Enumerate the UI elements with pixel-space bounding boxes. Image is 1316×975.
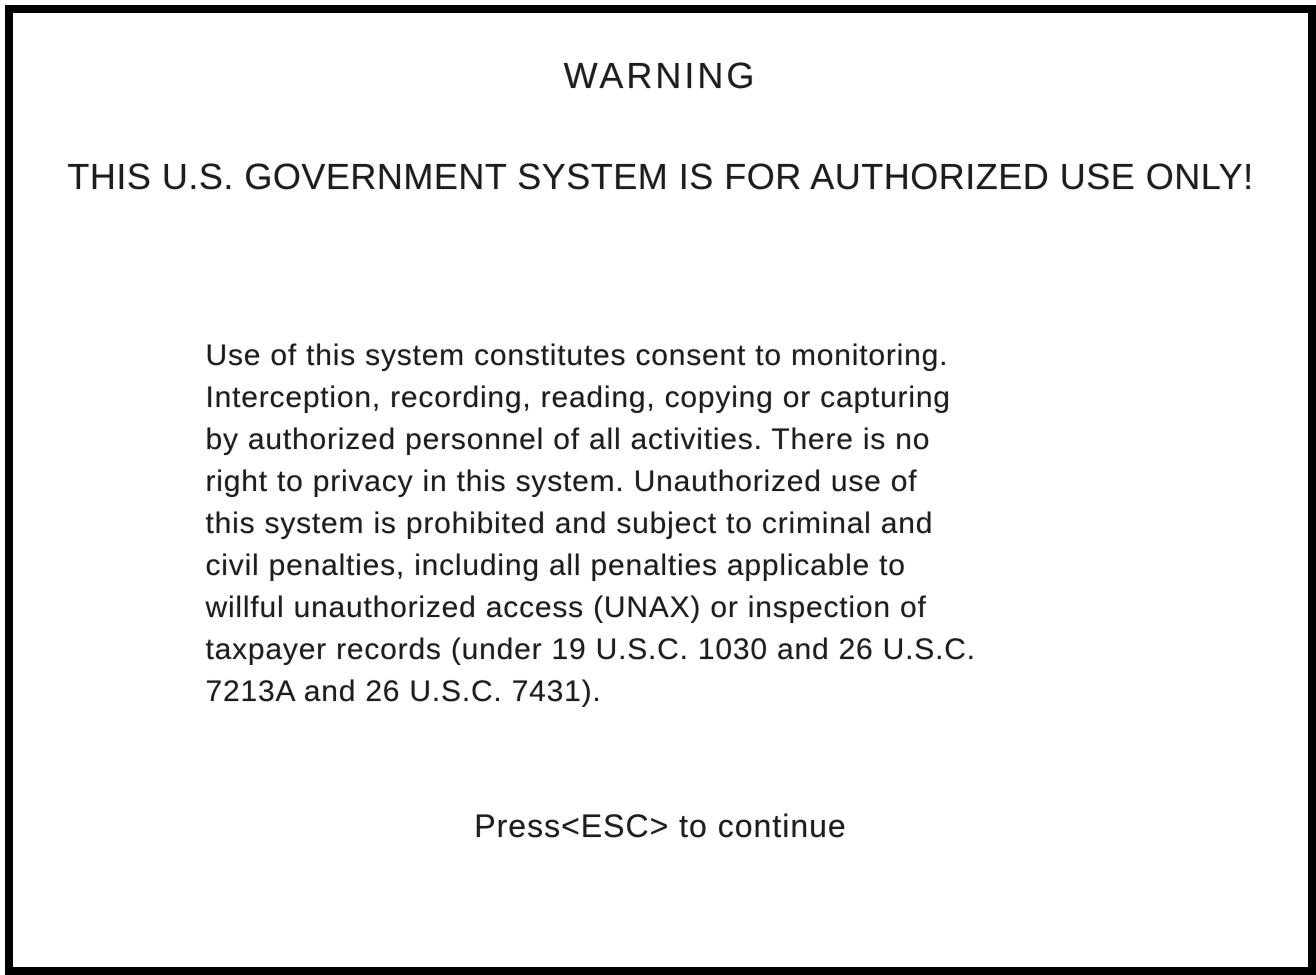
notice-line: Use of this system constitutes consent to monitoring. xyxy=(205,339,949,372)
notice-line: Interception, recording, reading, copying or capturing xyxy=(205,381,951,414)
notice-line: by authorized personnel of all activities. There is no xyxy=(205,423,931,456)
notice-line: this system is prohibited and subject to criminal and xyxy=(205,507,934,540)
screen-border-frame xyxy=(5,5,1316,975)
notice-line: taxpayer records (under 19 U.S.C. 1030 and 26 U.S.C. xyxy=(205,633,976,666)
notice-line: right to privacy in this system. Unauthorized use of xyxy=(205,465,918,498)
notice-line: willful unauthorized access (UNAX) or inspection of xyxy=(205,591,927,624)
notice-line: civil penalties, including all penalties applicable to xyxy=(205,549,906,582)
monitoring-notice xyxy=(206,335,1116,713)
warning-title: WARNING xyxy=(563,55,758,96)
authorized-use-headline: THIS U.S. GOVERNMENT SYSTEM IS FOR AUTHORIZED USE ONLY! xyxy=(67,156,1254,197)
notice-line: 7213A and 26 U.S.C. 7431). xyxy=(205,675,602,708)
press-esc-prompt: Press<ESC> to continue xyxy=(474,808,847,844)
